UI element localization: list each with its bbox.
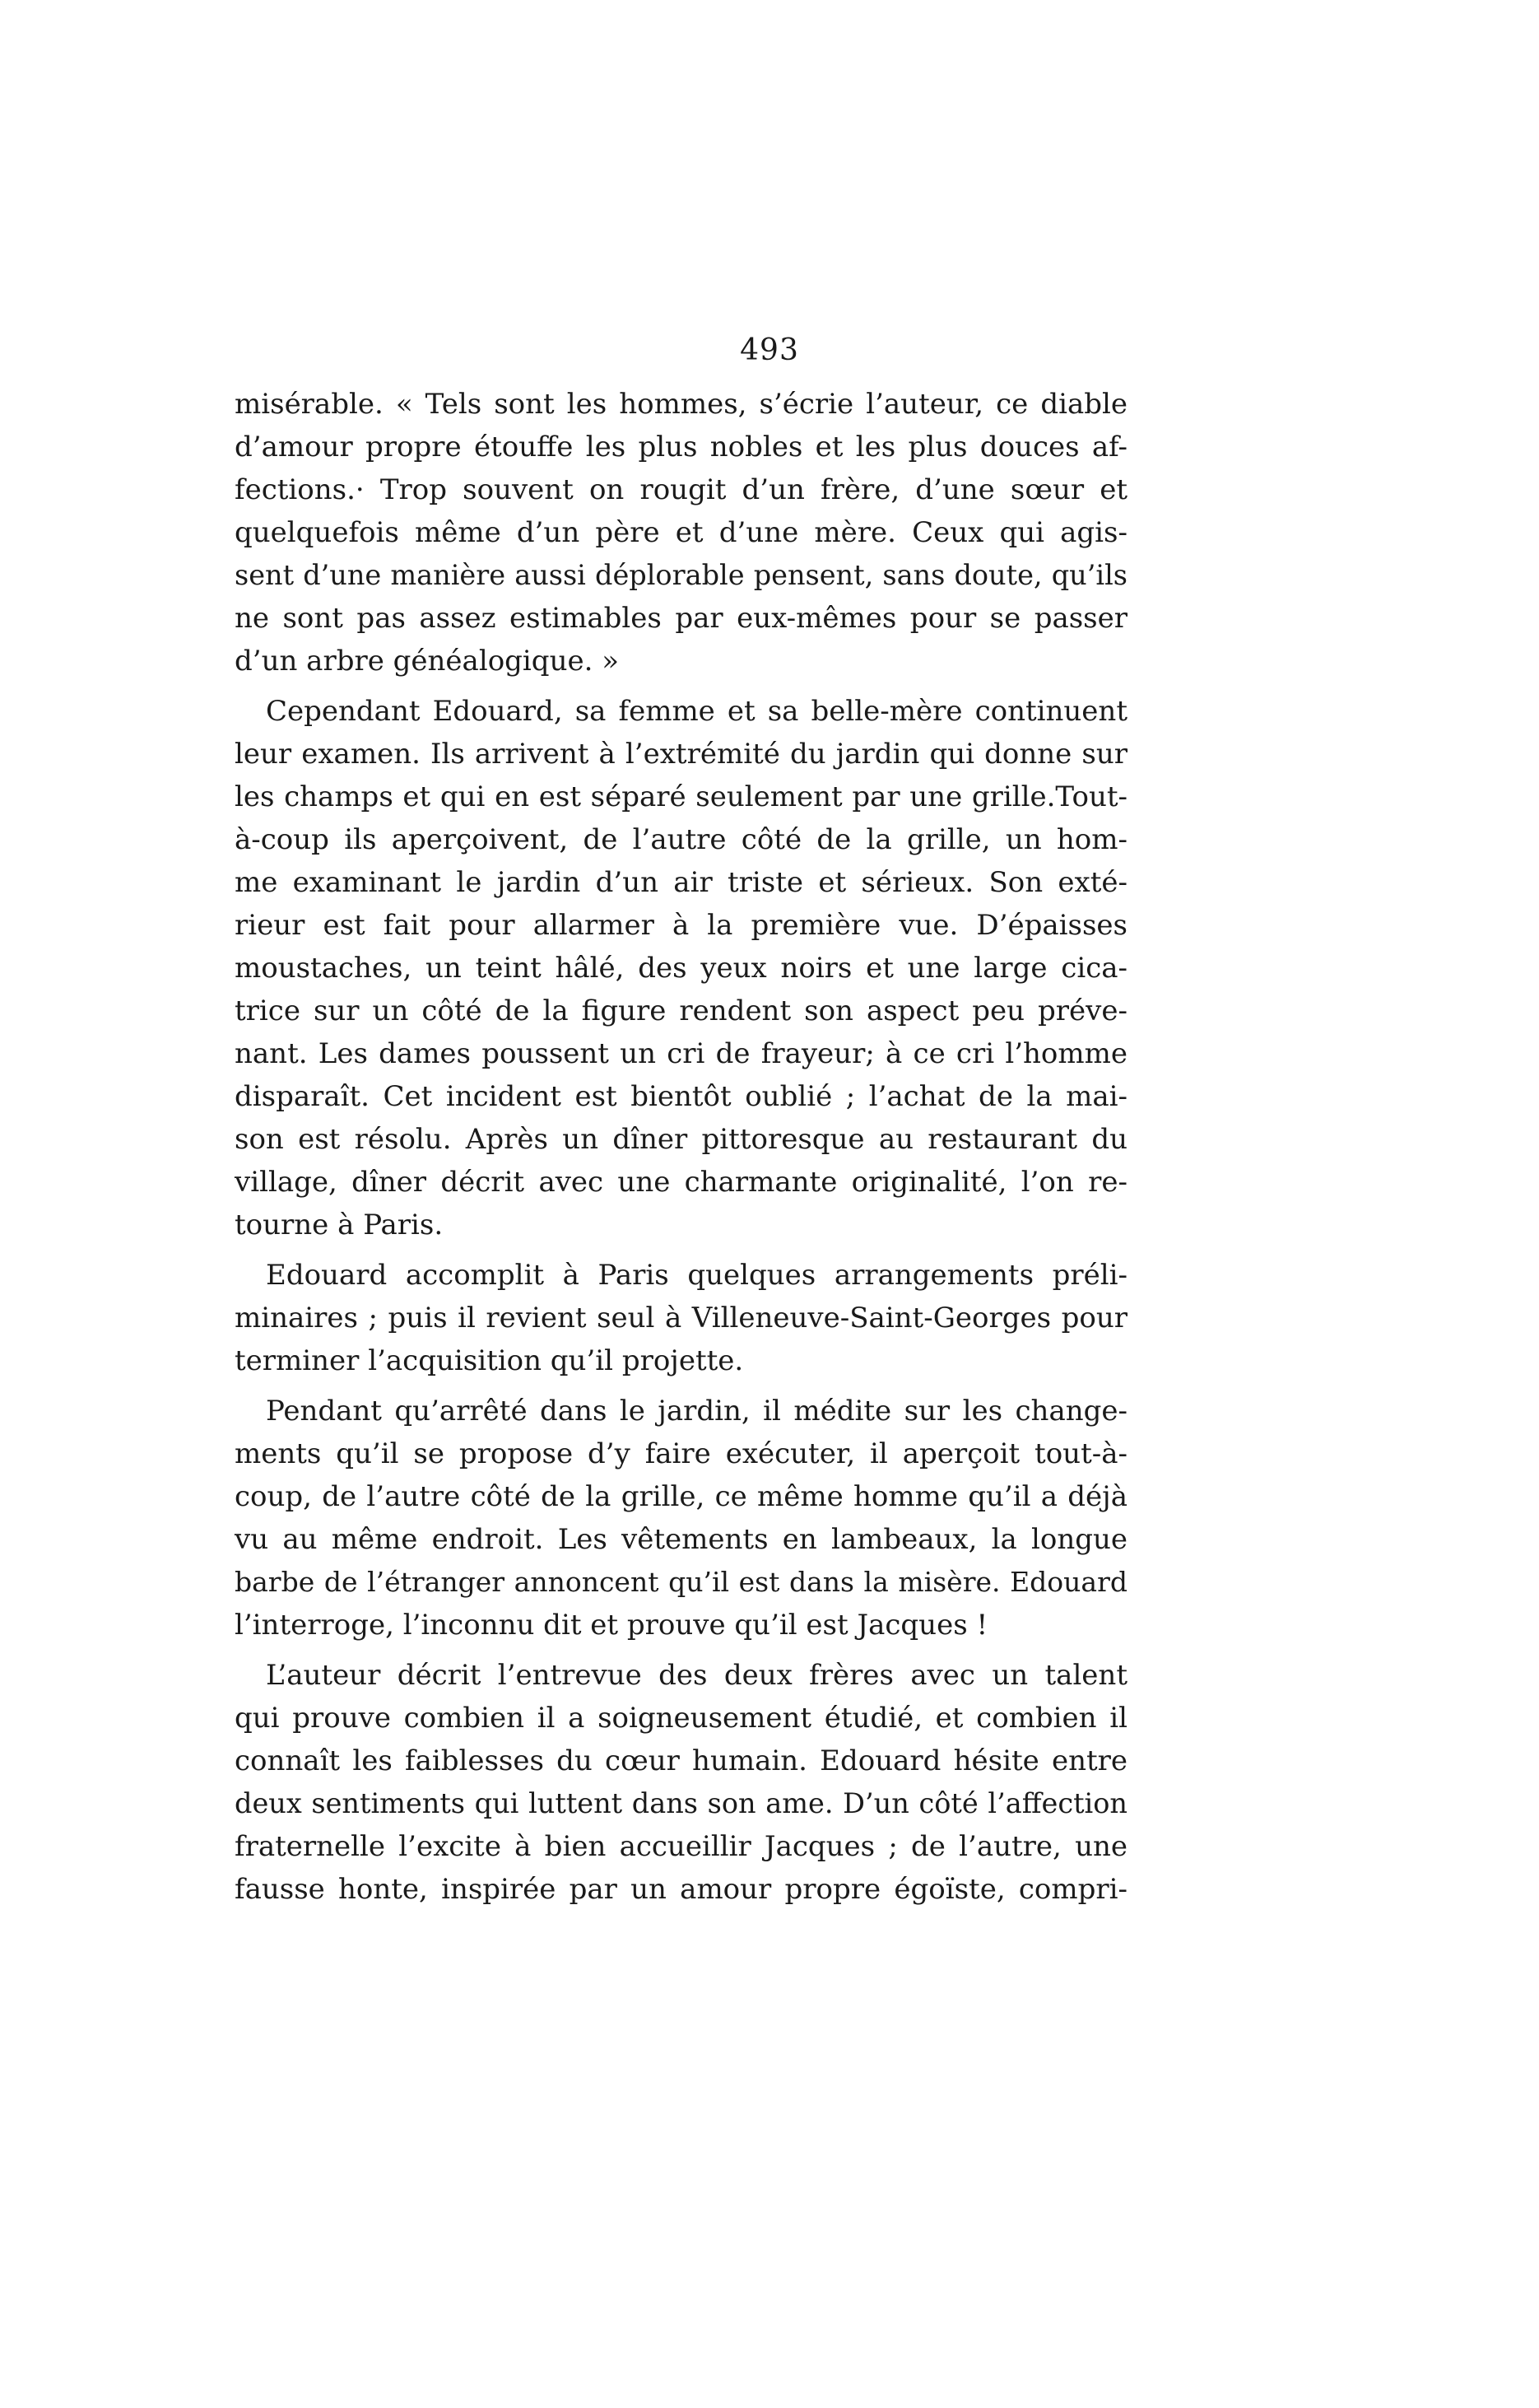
text-line: nant. Les dames poussent un cri de frayeur; à ce cri l’homme [235, 1037, 1128, 1070]
text-line: sent d’une manière aussi déplorable pensent, sans doute, qu’ils [235, 559, 1128, 591]
text-line: moustaches, un teint hâlé, des yeux noirs et une large cica- [235, 952, 1128, 985]
text-line: rieur est fait pour allarmer à la première vue. D’épaisses [235, 909, 1128, 942]
text-line: trice sur un côté de la figure rendent son aspect peu préve- [235, 994, 1128, 1027]
body-text [235, 383, 1128, 1911]
text-line: minaires ; puis il revient seul à Villeneuve-Saint-Georges pour [235, 1302, 1128, 1334]
text-line: L’auteur décrit l’entrevue des deux frères avec un talent [266, 1659, 1128, 1692]
paragraph-gap [235, 1646, 1128, 1654]
page-number: 493 [740, 333, 799, 367]
text-line: vu au même endroit. Les vêtements en lambeaux, la longue [235, 1523, 1128, 1556]
text-line: coup, de l’autre côté de la grille, ce même homme qu’il a déjà [235, 1480, 1128, 1513]
text-line: village, dîner décrit avec une charmante originalité, l’on re- [235, 1166, 1128, 1199]
text-line: leur examen. Ils arrivent à l’extrémité du jardin qui donne sur [235, 738, 1128, 771]
text-line: Pendant qu’arrêté dans le jardin, il médite sur les change- [266, 1395, 1128, 1428]
paragraph-gap [235, 682, 1128, 690]
text-line: d’amour propre étouffe les plus nobles et les plus douces af- [235, 431, 1128, 463]
text-line: misérable. « Tels sont les hommes, s’écrie l’auteur, ce diable [235, 388, 1128, 421]
text-line: l’interroge, l’inconnu dit et prouve qu’il est Jacques ! [235, 1609, 988, 1642]
paragraph-gap [235, 1246, 1128, 1254]
text-line: tourne à Paris. [235, 1209, 444, 1241]
text-line: disparaît. Cet incident est bientôt oublié ; l’achat de la mai- [235, 1080, 1128, 1113]
text-line: Edouard accomplit à Paris quelques arrangements préli- [266, 1259, 1128, 1292]
text-line: fections.· Trop souvent on rougit d’un frère, d’une sœur et [235, 473, 1128, 506]
text-line: son est résolu. Après un dîner pittoresque au restaurant du [235, 1123, 1128, 1156]
text-line: deux sentiments qui luttent dans son ame. D’un côté l’affection [235, 1787, 1128, 1819]
text-line: les champs et qui en est séparé seulement par une grille.Tout- [235, 780, 1128, 813]
text-line: barbe de l’étranger annoncent qu’il est dans la misère. Edouard [235, 1566, 1128, 1598]
text-line: Cependant Edouard, sa femme et sa belle-mère continuent [266, 695, 1128, 728]
paragraph-gap [235, 1382, 1128, 1390]
text-line: terminer l’acquisition qu’il projette. [235, 1344, 744, 1377]
text-line: ments qu’il se propose d’y faire exécuter, il aperçoit tout-à- [235, 1437, 1128, 1470]
text-line: ne sont pas assez estimables par eux-mêmes pour se passer [235, 602, 1128, 635]
text-line: fausse honte, inspirée par un amour propre égoïste, compri- [235, 1873, 1128, 1906]
text-line: me examinant le jardin d’un air triste et sérieux. Son exté- [235, 866, 1128, 899]
text-line: à-coup ils aperçoivent, de l’autre côté de la grille, un hom- [235, 823, 1128, 856]
text-line: fraternelle l’excite à bien accueillir Jacques ; de l’autre, une [235, 1830, 1128, 1863]
text-line: qui prouve combien il a soigneusement étudié, et combien il [235, 1702, 1128, 1735]
text-line: quelquefois même d’un père et d’une mère. Ceux qui agis- [235, 516, 1128, 549]
text-line: d’un arbre généalogique. » [235, 645, 620, 678]
text-line: connaît les faiblesses du cœur humain. Edouard hésite entre [235, 1744, 1128, 1777]
